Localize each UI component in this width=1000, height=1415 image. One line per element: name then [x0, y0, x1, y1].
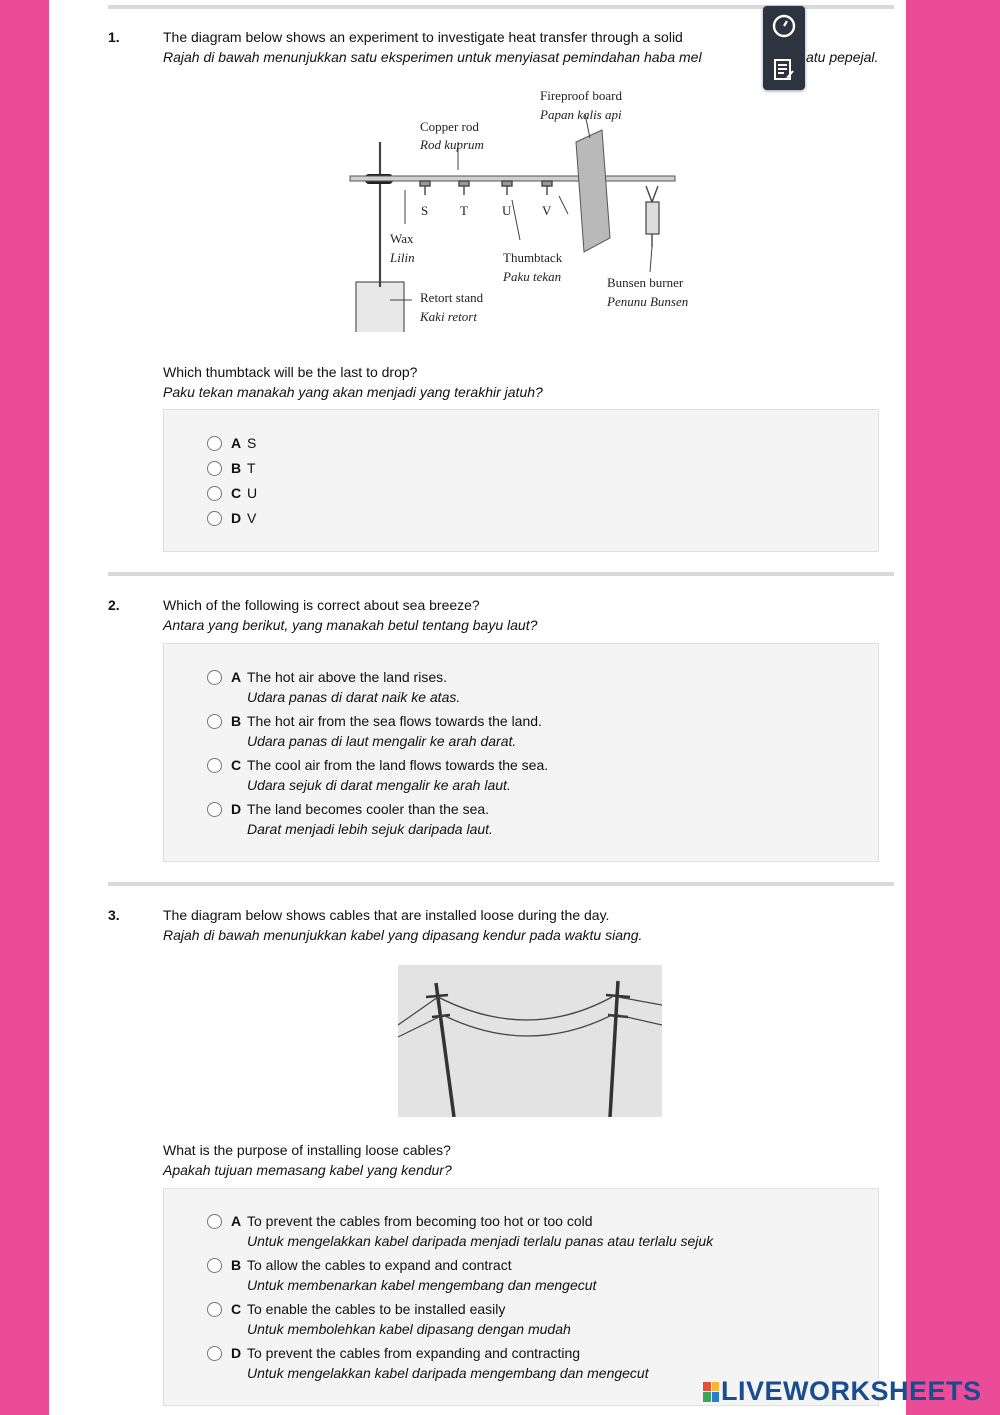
question-1-option-c[interactable]	[207, 483, 257, 503]
bunsen-label-ms: Penunu Bunsen	[607, 294, 689, 309]
question-2-option-b[interactable]	[207, 711, 542, 751]
option-text-en: The cool air from the land flows towards the sea.	[247, 757, 549, 773]
label-s: S	[421, 203, 429, 218]
label-v: V	[542, 203, 552, 218]
option-letter: D	[231, 801, 242, 817]
question-3-option-a[interactable]	[207, 1211, 713, 1251]
radio-button[interactable]	[207, 670, 222, 685]
option-text-ms: Untuk mengelakkan kabel daripada mengembang dan mengecut	[247, 1365, 649, 1381]
question-2-text	[163, 595, 537, 635]
question-1-text-ms: Rajah di bawah menunjukkan satu eksperimen untuk menyiasat pemindahan haba mel	[163, 49, 702, 65]
option-letter: A	[231, 1213, 242, 1229]
question-1-options	[163, 409, 879, 552]
thumbtack-label: Thumbtack	[503, 250, 563, 265]
question-3-text	[163, 905, 642, 945]
question-2-text-ms: Antara yang berikut, yang manakah betul tentang bayu laut?	[163, 617, 538, 633]
question-1-prompt-en: Which thumbtack will be the last to drop?	[163, 364, 418, 380]
thumbtack-s	[420, 181, 430, 195]
option-text	[247, 667, 460, 707]
logo-icon	[703, 1382, 719, 1402]
question-2-option-c[interactable]	[207, 755, 548, 795]
option-text-en: The hot air above the land rises.	[247, 669, 448, 685]
option-text-ms: Udara panas di darat naik ke atas.	[247, 689, 461, 705]
option-text	[247, 1343, 649, 1383]
label-t: T	[460, 203, 468, 218]
option-text-ms: Darat menjadi lebih sejuk daripada laut.	[247, 821, 493, 837]
question-1-text-en: The diagram below shows an experiment to investigate heat transfer through a solid	[163, 29, 683, 45]
question-1-option-a[interactable]	[207, 433, 256, 453]
option-text-ms: Untuk membenarkan kabel mengembang dan mengecut	[247, 1277, 597, 1293]
floating-toolbar	[763, 6, 805, 90]
thumbtack-u	[502, 181, 512, 195]
question-3-option-d[interactable]	[207, 1343, 649, 1383]
question-3-text-en: The diagram below shows cables that are installed loose during the day.	[163, 907, 610, 923]
option-text-en: To allow the cables to expand and contract	[247, 1257, 512, 1273]
option-text-en: To enable the cables to be installed easily	[247, 1301, 506, 1317]
radio-button[interactable]	[207, 1302, 222, 1317]
fireproof-board	[576, 130, 610, 252]
wax-label-ms: Lilin	[390, 250, 415, 265]
wax-label: Wax	[390, 231, 414, 246]
left-border	[0, 0, 49, 1415]
thumbtack-label-ms: Paku tekan	[503, 269, 562, 284]
divider	[108, 572, 894, 576]
radio-button[interactable]	[207, 714, 222, 729]
retort-label-ms: Kaki retort	[420, 309, 477, 324]
question-1-option-d[interactable]	[207, 508, 256, 528]
notes-button[interactable]	[767, 53, 801, 87]
heat-transfer-diagram	[340, 82, 720, 332]
option-text: T	[247, 460, 256, 476]
question-2-options	[163, 643, 879, 862]
question-1-text	[163, 27, 763, 67]
question-1-text-ms-tail	[806, 47, 878, 67]
option-text-ms: Untuk membolehkan kabel dipasang dengan mudah	[247, 1321, 571, 1337]
option-text	[247, 799, 493, 839]
option-text-ms: Untuk mengelakkan kabel daripada menjadi terlalu panas atau terlalu sejuk	[247, 1233, 714, 1249]
radio-button[interactable]	[207, 1346, 222, 1361]
option-letter: B	[231, 1257, 242, 1273]
question-1-number: 1.	[108, 29, 120, 45]
option-text	[247, 1299, 571, 1339]
question-3-option-b[interactable]	[207, 1255, 596, 1295]
question-3-text-ms: Rajah di bawah menunjukkan kabel yang dipasang kendur pada waktu siang.	[163, 927, 643, 943]
option-letter: C	[231, 757, 242, 773]
option-letter: B	[231, 713, 242, 729]
option-letter: A	[231, 669, 242, 685]
label-u: U	[502, 203, 512, 218]
timer-icon	[771, 13, 797, 39]
option-text: S	[247, 435, 257, 451]
radio-button[interactable]	[207, 1258, 222, 1273]
fireproof-label: Fireproof board	[540, 88, 622, 103]
question-3-prompt-ms: Apakah tujuan memasang kabel yang kendur?	[163, 1162, 452, 1178]
question-1-prompt	[163, 362, 543, 402]
notes-icon	[772, 58, 796, 82]
option-letter: C	[231, 1301, 242, 1317]
radio-button[interactable]	[207, 486, 222, 501]
copper-label-ms: Rod kuprum	[420, 137, 484, 152]
radio-button[interactable]	[207, 802, 222, 817]
option-text-ms: Udara sejuk di darat mengalir ke arah laut.	[247, 777, 511, 793]
thumbtack-t	[459, 181, 469, 195]
option-letter: D	[231, 1345, 242, 1361]
question-3-number: 3.	[108, 907, 120, 923]
radio-button[interactable]	[207, 436, 222, 451]
option-letter: A	[231, 435, 242, 451]
radio-button[interactable]	[207, 461, 222, 476]
retort-stand-base	[356, 282, 404, 332]
question-2-number: 2.	[108, 597, 120, 613]
copper-rod	[350, 176, 675, 181]
option-text	[247, 1211, 713, 1251]
option-text-en: To prevent the cables from becoming too hot or too cold	[247, 1213, 593, 1229]
fireproof-label-ms: Papan kalis api	[540, 107, 622, 122]
option-text: V	[247, 510, 257, 526]
timer-button[interactable]	[767, 9, 801, 43]
bunsen-label: Bunsen burner	[607, 275, 684, 290]
divider	[108, 882, 894, 886]
right-border	[906, 0, 1000, 1415]
question-2-option-a[interactable]	[207, 667, 460, 707]
question-1-option-b[interactable]	[207, 458, 256, 478]
radio-button[interactable]	[207, 758, 222, 773]
logo-text: LIVEWORKSHEETS	[721, 1376, 982, 1406]
option-text-en: To prevent the cables from expanding and contracting	[247, 1345, 581, 1361]
loose-cables-photo	[398, 965, 662, 1117]
question-1-text-ms-tail-label: atu pepejal.	[806, 49, 879, 65]
option-text	[247, 755, 548, 795]
bunsen-burner	[646, 186, 659, 247]
option-text-en: The land becomes cooler than the sea.	[247, 801, 490, 817]
thumbtack-v	[542, 181, 552, 195]
option-text	[247, 711, 542, 751]
copper-label: Copper rod	[420, 119, 479, 134]
question-3-prompt	[163, 1140, 452, 1180]
option-text: U	[247, 485, 258, 501]
question-2-text-en: Which of the following is correct about sea breeze?	[163, 597, 480, 613]
option-letter: B	[231, 460, 242, 476]
option-text	[247, 1255, 596, 1295]
option-letter: C	[231, 485, 242, 501]
question-3-options	[163, 1188, 879, 1406]
question-2-option-d[interactable]	[207, 799, 493, 839]
question-3-option-c[interactable]	[207, 1299, 571, 1339]
liveworksheets-logo[interactable]	[703, 1376, 982, 1407]
option-letter: D	[231, 510, 242, 526]
question-1-prompt-ms: Paku tekan manakah yang akan menjadi yang terakhir jatuh?	[163, 384, 543, 400]
option-text-en: The hot air from the sea flows towards the land.	[247, 713, 542, 729]
question-3-prompt-en: What is the purpose of installing loose cables?	[163, 1142, 451, 1158]
radio-button[interactable]	[207, 511, 222, 526]
retort-label: Retort stand	[420, 290, 484, 305]
radio-button[interactable]	[207, 1214, 222, 1229]
option-text-ms: Udara panas di laut mengalir ke arah darat.	[247, 733, 517, 749]
